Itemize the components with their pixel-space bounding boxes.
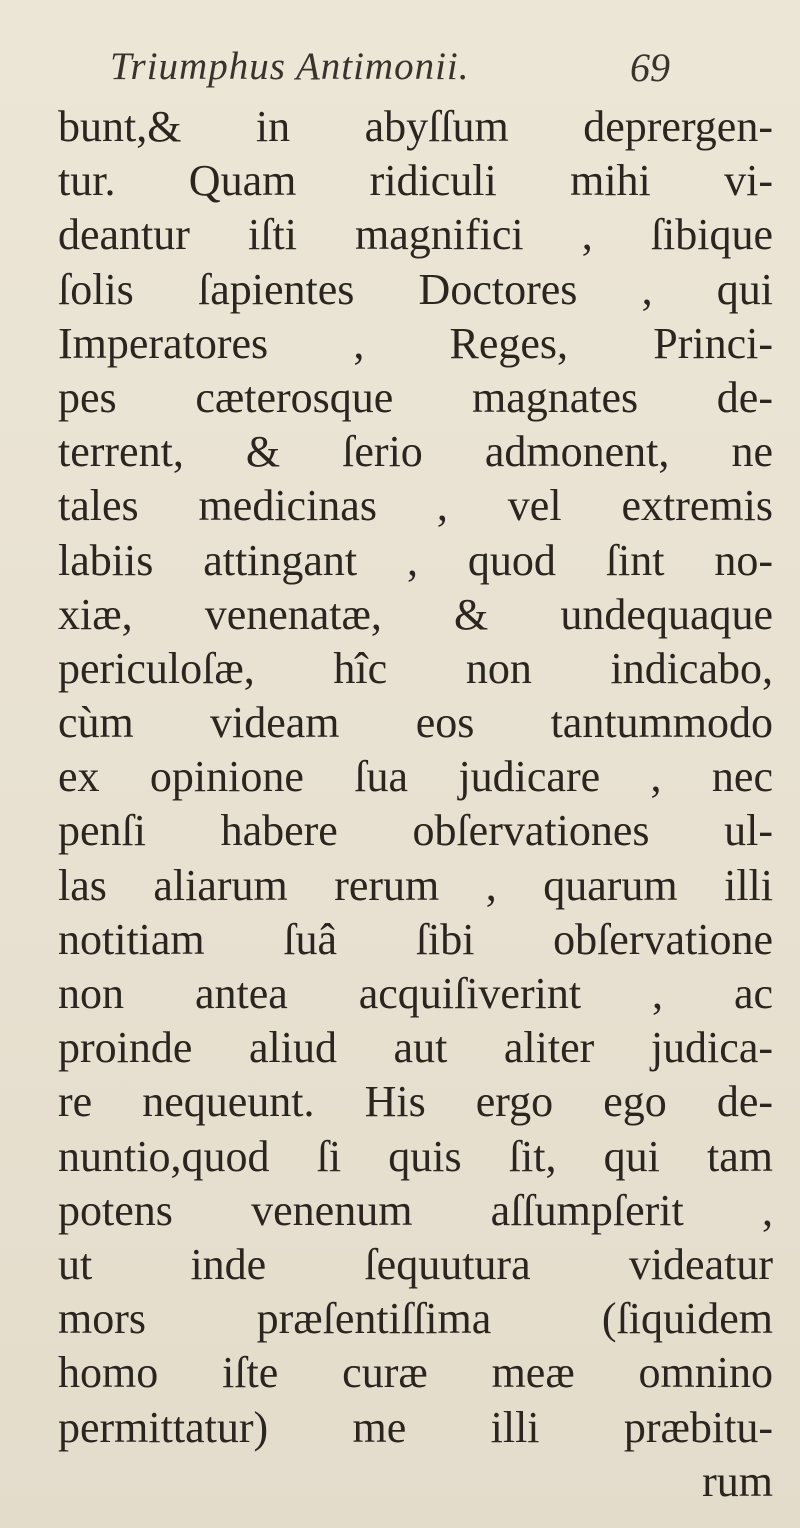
text-line: nuntio,quod ſi quis ſit, qui tam: [58, 1131, 773, 1181]
text-line: non antea acquiſiverint , ac: [58, 969, 773, 1018]
text-line: ut inde ſequutura videatur: [58, 1239, 773, 1289]
text-line: pes cæterosque magnates de-: [58, 372, 773, 422]
text-line: bunt,& in abyſſum deprergen-: [58, 102, 773, 151]
text-line: ſolis ſapientes Doctores , qui: [58, 264, 773, 314]
text-line: labiis attingant , quod ſint no-: [58, 535, 773, 585]
text-line: cùm videam eos tantummodo: [58, 698, 773, 748]
text-line: notitiam ſuâ ſibi obſervatione: [58, 914, 773, 964]
page-number: 69: [630, 45, 670, 90]
text-line: terrent, & ſerio admonent, ne: [58, 427, 773, 477]
text-line: potens venenum aſſumpſerit ,: [58, 1185, 773, 1235]
text-line: re nequeunt. His ergo ego de-: [58, 1077, 773, 1127]
body-text: [58, 100, 773, 1509]
text-line: xiæ, venenatæ, & undequaque: [58, 589, 773, 639]
text-line: tur. Quam ridiculi mihi vi-: [58, 156, 773, 206]
text-line: periculoſæ, hîc non indicabo,: [58, 643, 773, 693]
text-line: mors præſentiſſima (ſiquidem: [58, 1294, 773, 1344]
text-line: Imperatores , Reges, Princi-: [58, 318, 773, 368]
text-line: permittatur) me illi præbitu-: [58, 1402, 773, 1452]
running-title: Triumphus Antimonii.: [110, 45, 470, 88]
catchword: rum: [702, 1456, 773, 1506]
text-line: proinde aliud aut aliter judica-: [58, 1023, 773, 1073]
text-line: las aliarum rerum , quarum illi: [58, 860, 773, 910]
running-head: [110, 38, 670, 98]
text-line: ex opinione ſua judicare , nec: [58, 752, 773, 802]
text-line: penſi habere obſervationes ul-: [58, 806, 773, 856]
text-line: tales medicinas , vel extremis: [58, 481, 773, 531]
text-line: deantur iſti magnifici , ſibique: [58, 210, 773, 260]
text-line: homo iſte curæ meæ omnino: [58, 1348, 773, 1398]
